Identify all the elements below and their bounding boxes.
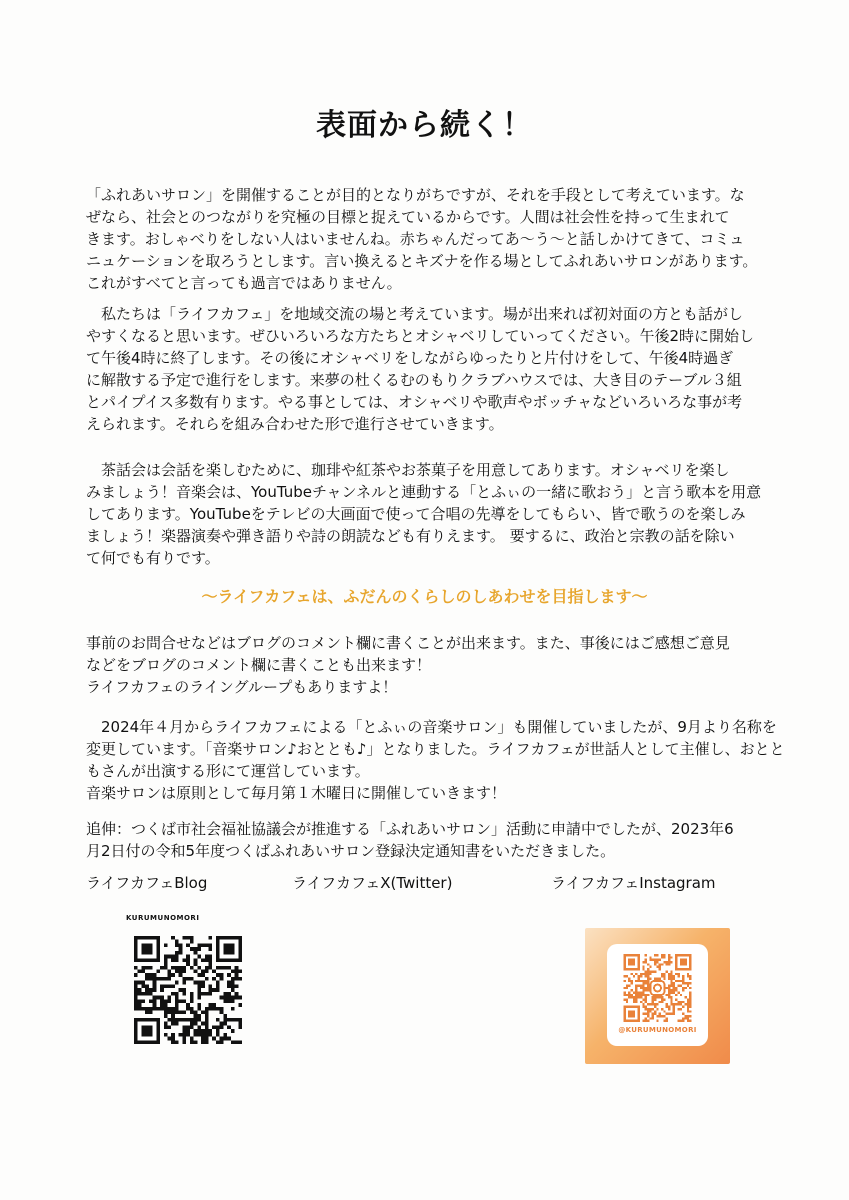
x-twitter-label[interactable]: ライフカフェX(Twitter) [292,874,453,892]
paragraph-line: 音楽サロンは原則として毎月第１木曜日に開催していきます！ [86,784,507,802]
instagram-qr-panel [607,944,708,1046]
paragraph-line: みましょう！音楽会は、YouTubeチャンネルと連動する「とふぃの一緒に歌おう」と言う歌本を用意 [86,483,762,501]
paragraph-line: これがすべてと言っても過言ではありません。 [86,274,402,292]
paragraph-music-salon [86,716,785,804]
paragraph-line: やすくなると思います。ぜひいろいろな方たちとオシャベリしていってください。午後2時に開始し [86,327,755,345]
blog-label[interactable]: ライフカフェBlog [86,874,208,892]
instagram-qr-card[interactable] [585,928,730,1064]
blog-qr-code-icon[interactable] [134,936,242,1044]
paragraph-line: 2024年４月からライフカフェによる「とふぃの音楽サロン」も開催していましたが、9月より名称を [86,718,777,736]
paragraph-contact [86,632,776,698]
paragraph-line: などをブログのコメント欄に書くことも出来ます！ [86,656,432,674]
paragraph-line: ライフカフェのライングループもありますよ！ [86,678,398,696]
paragraph-line: きます。おしゃべりをしない人はいませんね。赤ちゃんだってあ～う～と話しかけてきて、コミュ [86,230,745,248]
paragraph-line: 変更しています。「音楽サロン♪おととも♪」となりました。ライフカフェが世話人として主催し、おとと [86,740,785,758]
paragraph-purpose [86,184,776,294]
instagram-handle: @KURUMUNOMORI [618,1026,697,1034]
blog-qr-caption: KURUMUNOMORI [126,914,200,922]
paragraph-line: してあります。YouTubeをテレビの大画面で使って合唱の先導をしてもらい、皆で歌うのを楽しみ [86,505,746,523]
paragraph-line: て午後4時に終了します。その後にオシャベリをしながらゆったりと片付けをして、午後4時過ぎ [86,349,734,367]
paragraph-line: えられます。それらを組み合わせた形で進行させていきます。 [86,415,504,433]
paragraph-line: もさんが出演する形にて運営しています。 [86,762,370,780]
paragraph-line: て何でも有りです。 [86,549,220,567]
instagram-label[interactable]: ライフカフェInstagram [551,874,716,892]
paragraph-line: 「ふれあいサロン」を開催することが目的となりがちですが、それを手段として考えています。な [86,186,745,204]
paragraph-life-cafe [86,303,776,435]
slogan: ～ライフカフェは、ふだんのくらしのしあわせを目指します～ [201,587,648,606]
paragraph-line: 月2日付の令和5年度つくばふれあいサロン登録決定通知書をいただきました。 [86,842,616,860]
paragraph-line: とパイプイス多数有ります。やる事としては、オシャベリや歌声やボッチャなどいろいろな事が考 [86,393,743,411]
paragraph-line: ニュケーションを取ろうとします。言い換えるとキズナを作る場としてふれあいサロンがあります。 [86,252,758,270]
paragraph-postscript [86,818,776,862]
paragraph-line: ぜなら、社会とのつながりを究極の目標と捉えているからです。人間は社会性を持って生まれて [86,208,730,226]
blog-qr-block[interactable] [126,914,250,1048]
instagram-qr-code-icon[interactable] [620,954,695,1022]
paragraph-line: 追伸：つくば市社会福祉協議会が推進する「ふれあいサロン」活動に申請中でしたが、2023年6 [86,820,734,838]
paragraph-line: 事前のお問合せなどはブログのコメント欄に書くことが出来ます。また、事後にはご感想ご意見 [86,634,730,652]
paragraph-line: 私たちは「ライフカフェ」を地域交流の場と考えています。場が出来れば初対面の方とも話がし [86,305,744,323]
page-title: 表面から続く！ [316,108,533,143]
paragraph-line: 茶話会は会話を楽しむために、珈琲や紅茶やお茶菓子を用意してあります。オシャベリを楽し [86,461,730,479]
paragraph-tea-music [86,459,776,569]
paragraph-line: ましょう！楽器演奏や弾き語りや詩の朗読なども有りえます。 要するに、政治と宗教の話を除い [86,527,735,545]
paragraph-line: に解散する予定で進行をします。来夢の杜くるむのもりクラブハウスでは、大き目のテーブル３組 [86,371,742,389]
